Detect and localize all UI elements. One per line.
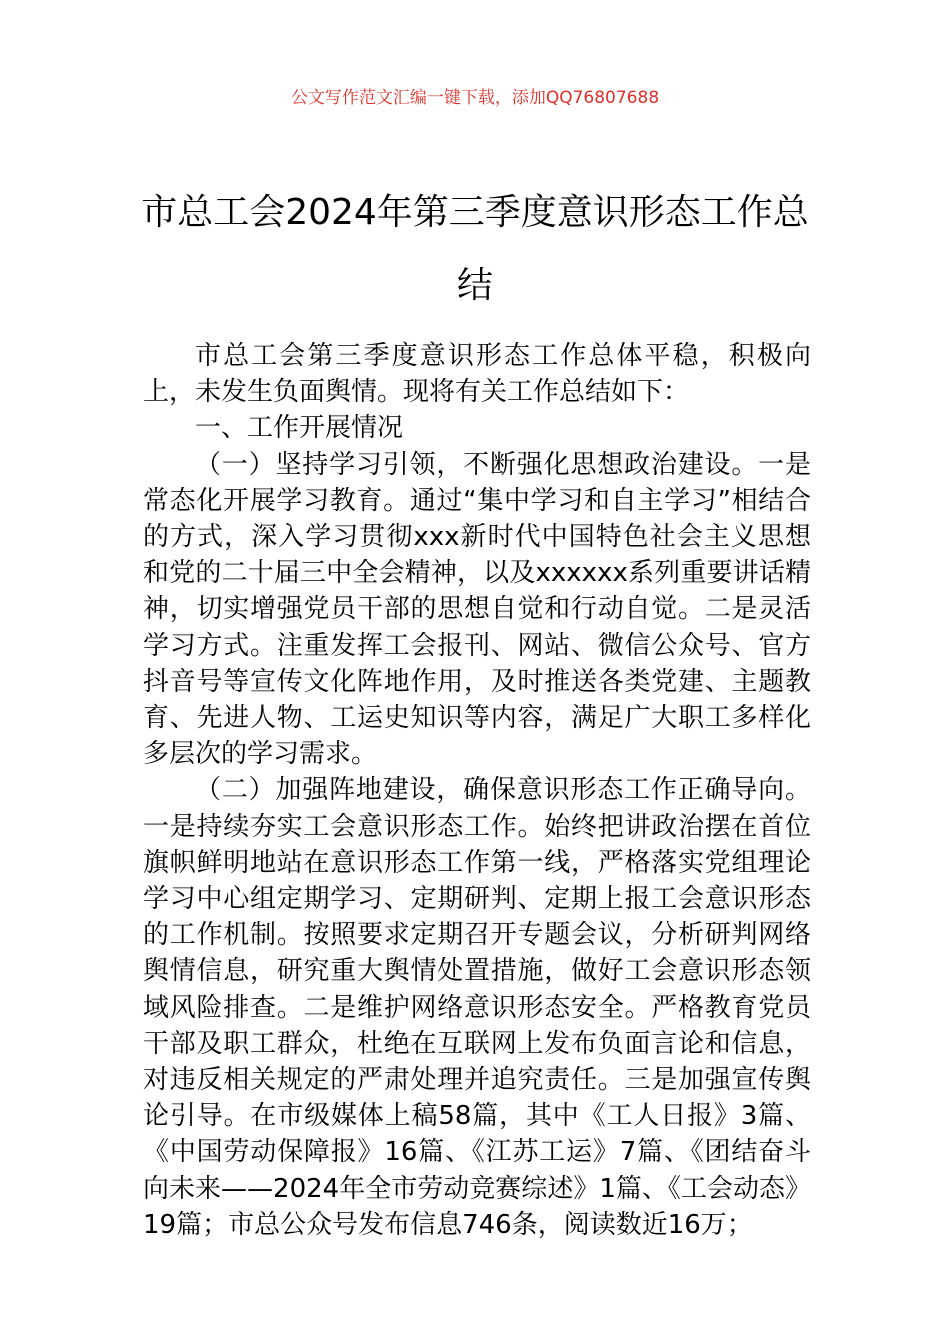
title-line-1: 市总工会2024年第三季度意识形态工作总: [141, 192, 809, 233]
section-heading: 一、工作开展情况: [195, 413, 404, 444]
watermark-notice: 公文写作范文汇编一键下载，添加QQ76807688: [290, 88, 660, 108]
paragraph-position: （二）加强阵地建设，确保意识形态工作正确导向。一是持续夯实工会意识形态工作。始终把讲政治摆在首位旗帜鲜明地站在意识形态工作第一线，严格落实党组理论学习中心组定期学习、定期研判、定期上报工会意识形态的工作机制。按照要求定期召开专题会议，分析研判网络舆情信息，研究重大舆情处置措施，做好工会意识形态领域风险排查。二是维护网络意识形态安全。严格教育党员干部及职工群众，杜绝在互联网上发布负面言论和信息，对违反相关规定的严肃处理并追究责任。三是加强宣传舆论引导。在市级媒体上稿58篇，其中《工人日报》3篇、《中国劳动保障报》16篇、《江苏工运》7篇、《团结奋斗向未来——2024年全市劳动竞赛综述》1篇、《工会动态》19篇；市总公众号发布信息746条，阅读数近16万；: [143, 775, 811, 1240]
paragraph-study: （一）坚持学习引领，不断强化思想政治建设。一是常态化开展学习教育。通过“集中学习和自主学习”相结合的方式，深入学习贯彻xxx新时代中国特色社会主义思想和党的二十届三中全会精神，以及xxxxxx系列重要讲话精神，切实增强党员干部的思想自觉和行动自觉。二是灵活学习方式。注重发挥工会报刊、网站、微信公众号、官方抖音号等宣传文化阵地作用，及时推送各类党建、主题教育、先进人物、工运史知识等内容，满足广大职工多样化多层次的学习需求。: [143, 449, 811, 770]
title-line-2: 结: [456, 265, 493, 306]
paragraph-intro: 市总工会第三季度意识形态工作总体平稳，积极向上，未发生负面舆情。现将有关工作总结如下：: [143, 341, 811, 408]
document-title: [0, 176, 950, 322]
document-body: [143, 338, 811, 1243]
